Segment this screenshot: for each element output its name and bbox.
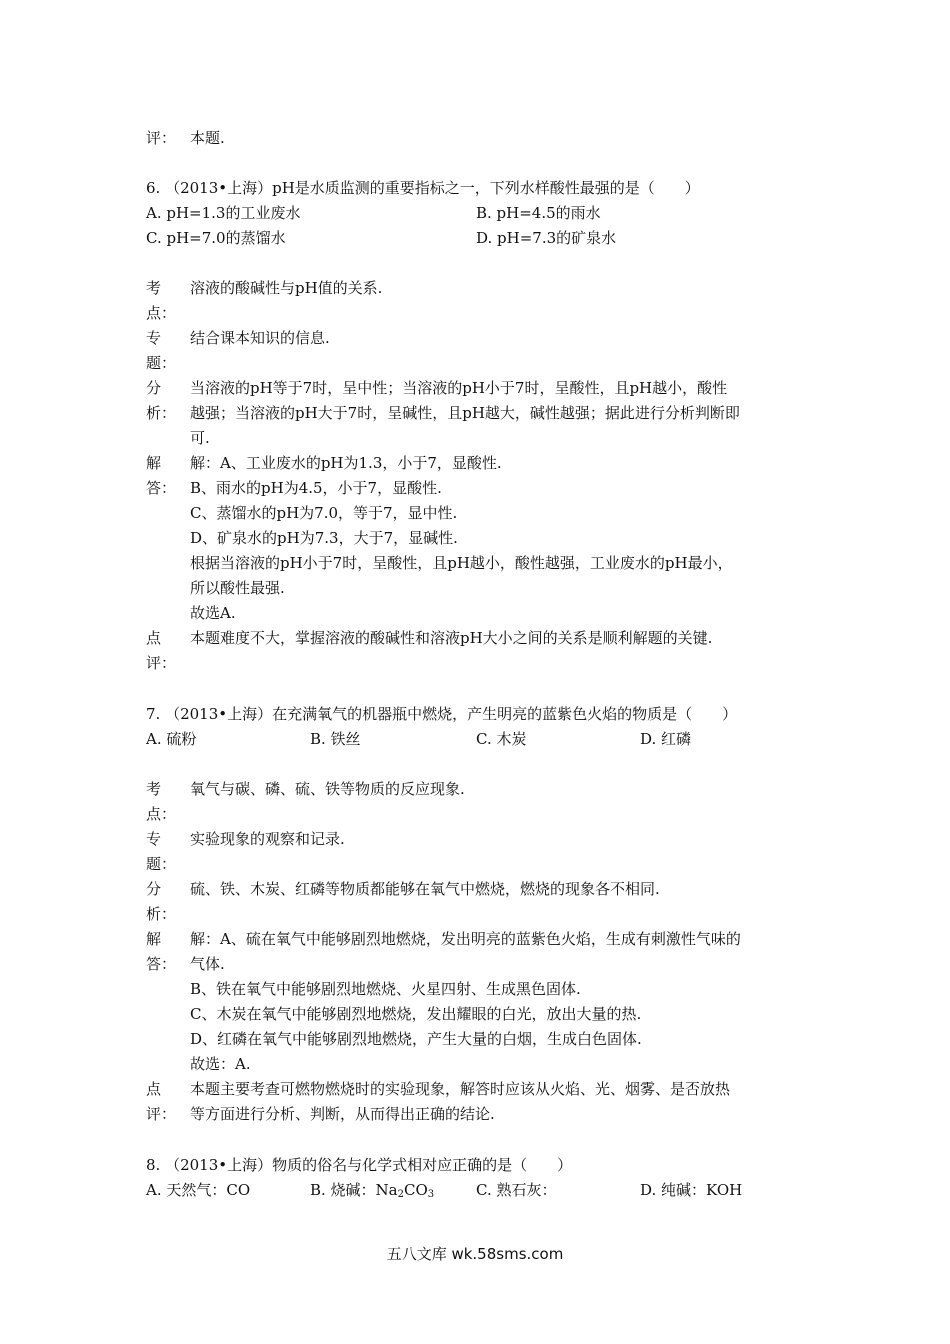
- q7-jieda-line-4: C、木炭在氧气中能够剧烈地燃烧，发出耀眼的白光，放出大量的热.: [190, 1005, 642, 1023]
- q6-option-b: B. pH=4.5的雨水: [476, 204, 601, 222]
- q8-option-b-mid: CO: [404, 1181, 428, 1199]
- q8-stem: 8. （2013•上海）物质的俗名与化学式相对应正确的是（ ）: [146, 1156, 573, 1174]
- q7-jieda-label-2: 答：: [146, 955, 177, 973]
- q7-jieda-line-2: 气体.: [190, 955, 225, 973]
- q7-dianping-label-1: 点: [146, 1080, 162, 1098]
- q7-option-d: D. 红磷: [640, 730, 692, 748]
- q6-jieda-line-5: 根据当溶液的pH小于7时，呈酸性，且pH越小，酸性越强，工业废水的pH最小，: [190, 554, 733, 572]
- q7-dianping-line-2: 等方面进行分析、判断，从而得出正确的结论.: [190, 1105, 495, 1123]
- q6-jieda-line-6: 所以酸性最强.: [190, 579, 285, 597]
- q7-kaodian-label-2: 点：: [146, 805, 177, 823]
- q7-jieda-label-1: 解: [146, 930, 162, 948]
- q7-jieda-line-3: B、铁在氧气中能够剧烈地燃烧、火星四射、生成黑色固体.: [190, 980, 581, 998]
- q6-fenxi-line-1: 当溶液的pH等于7时，呈中性；当溶液的pH小于7时，呈酸性，且pH越小，酸性: [190, 379, 728, 397]
- q7-zhuanti-text: 实验现象的观察和记录.: [190, 830, 345, 848]
- q6-stem: 6. （2013•上海）pH是水质监测的重要指标之一，下列水样酸性最强的是（ ）: [146, 179, 700, 197]
- q6-jieda-line-1: 解：A、工业废水的pH为1.3，小于7，显酸性.: [190, 454, 502, 472]
- q7-option-b: B. 铁丝: [310, 730, 361, 748]
- q6-zhuanti-label-2: 题：: [146, 354, 177, 372]
- q6-fenxi-label-2: 析：: [146, 404, 177, 422]
- q8-option-c: C. 熟石灰：: [476, 1181, 557, 1199]
- q6-option-c: C. pH=7.0的蒸馏水: [146, 229, 286, 247]
- q7-jieda-line-6: 故选：A.: [190, 1055, 251, 1073]
- prev-comment-label: 评：: [146, 129, 177, 147]
- q6-jieda-line-3: C、蒸馏水的pH为7.0，等于7，显中性.: [190, 504, 458, 522]
- q8-option-b-sub1: 2: [397, 1189, 405, 1200]
- q6-kaodian-label-1: 考: [146, 279, 162, 297]
- q7-option-a: A. 硫粉: [146, 730, 197, 748]
- q6-zhuanti-label-1: 专: [146, 329, 162, 347]
- q7-fenxi-text: 硫、铁、木炭、红磷等物质都能够在氧气中燃烧，燃烧的现象各不相同.: [190, 880, 660, 898]
- q7-jieda-line-1: 解：A、硫在氧气中能够剧烈地燃烧，发出明亮的蓝紫色火焰，生成有刺激性气味的: [190, 930, 741, 948]
- q6-jieda-label-2: 答：: [146, 479, 177, 497]
- q6-dianping-label-2: 评：: [146, 654, 177, 672]
- q7-dianping-label-2: 评：: [146, 1105, 177, 1123]
- q7-stem: 7. （2013•上海）在充满氧气的机器瓶中燃烧，产生明亮的蓝紫色火焰的物质是（ ）: [146, 705, 738, 723]
- q7-dianping-line-1: 本题主要考查可燃物燃烧时的实验现象，解答时应该从火焰、光、烟雾、是否放热: [190, 1080, 731, 1098]
- q6-kaodian-text: 溶液的酸碱性与pH值的关系.: [190, 279, 383, 297]
- q8-option-a: A. 天然气：CO: [146, 1181, 251, 1199]
- q7-kaodian-label-1: 考: [146, 780, 162, 798]
- q8-option-d: D. 纯碱：KOH: [640, 1181, 743, 1199]
- q6-jieda-line-2: B、雨水的pH为4.5，小于7，显酸性.: [190, 479, 442, 497]
- q6-option-a: A. pH=1.3的工业废水: [146, 204, 301, 222]
- q6-fenxi-line-3: 可.: [190, 429, 210, 447]
- q8-option-b: [310, 1180, 434, 1205]
- q7-option-c: C. 木炭: [476, 730, 527, 748]
- q6-jieda-line-7: 故选A.: [190, 604, 236, 622]
- q8-option-b-prefix: B. 烧碱：Na: [310, 1181, 398, 1199]
- q6-jieda-label-1: 解: [146, 454, 162, 472]
- q7-fenxi-label-2: 析：: [146, 905, 177, 923]
- q6-fenxi-label-1: 分: [146, 379, 162, 397]
- prev-comment-text: 本题.: [190, 129, 225, 147]
- q7-fenxi-label-1: 分: [146, 880, 162, 898]
- q6-fenxi-line-2: 越强；当溶液的pH大于7时，呈碱性，且pH越大，碱性越强；据此进行分析判断即: [190, 404, 740, 422]
- q7-kaodian-text: 氧气与碳、磷、硫、铁等物质的反应现象.: [190, 780, 465, 798]
- q6-dianping-label-1: 点: [146, 629, 162, 647]
- q6-kaodian-label-2: 点：: [146, 304, 177, 322]
- q7-zhuanti-label-1: 专: [146, 830, 162, 848]
- q8-option-b-sub2: 3: [427, 1189, 435, 1200]
- footer-watermark: 五八文库 wk.58sms.com: [386, 1245, 564, 1263]
- q7-jieda-line-5: D、红磷在氧气中能够剧烈地燃烧，产生大量的白烟，生成白色固体.: [190, 1030, 642, 1048]
- q7-zhuanti-label-2: 题：: [146, 855, 177, 873]
- q6-jieda-line-4: D、矿泉水的pH为7.3，大于7，显碱性.: [190, 529, 458, 547]
- q6-dianping-text: 本题难度不大，掌握溶液的酸碱性和溶液pH大小之间的关系是顺利解题的关键.: [190, 629, 713, 647]
- q6-option-d: D. pH=7.3的矿泉水: [476, 229, 617, 247]
- q6-zhuanti-text: 结合课本知识的信息.: [190, 329, 330, 347]
